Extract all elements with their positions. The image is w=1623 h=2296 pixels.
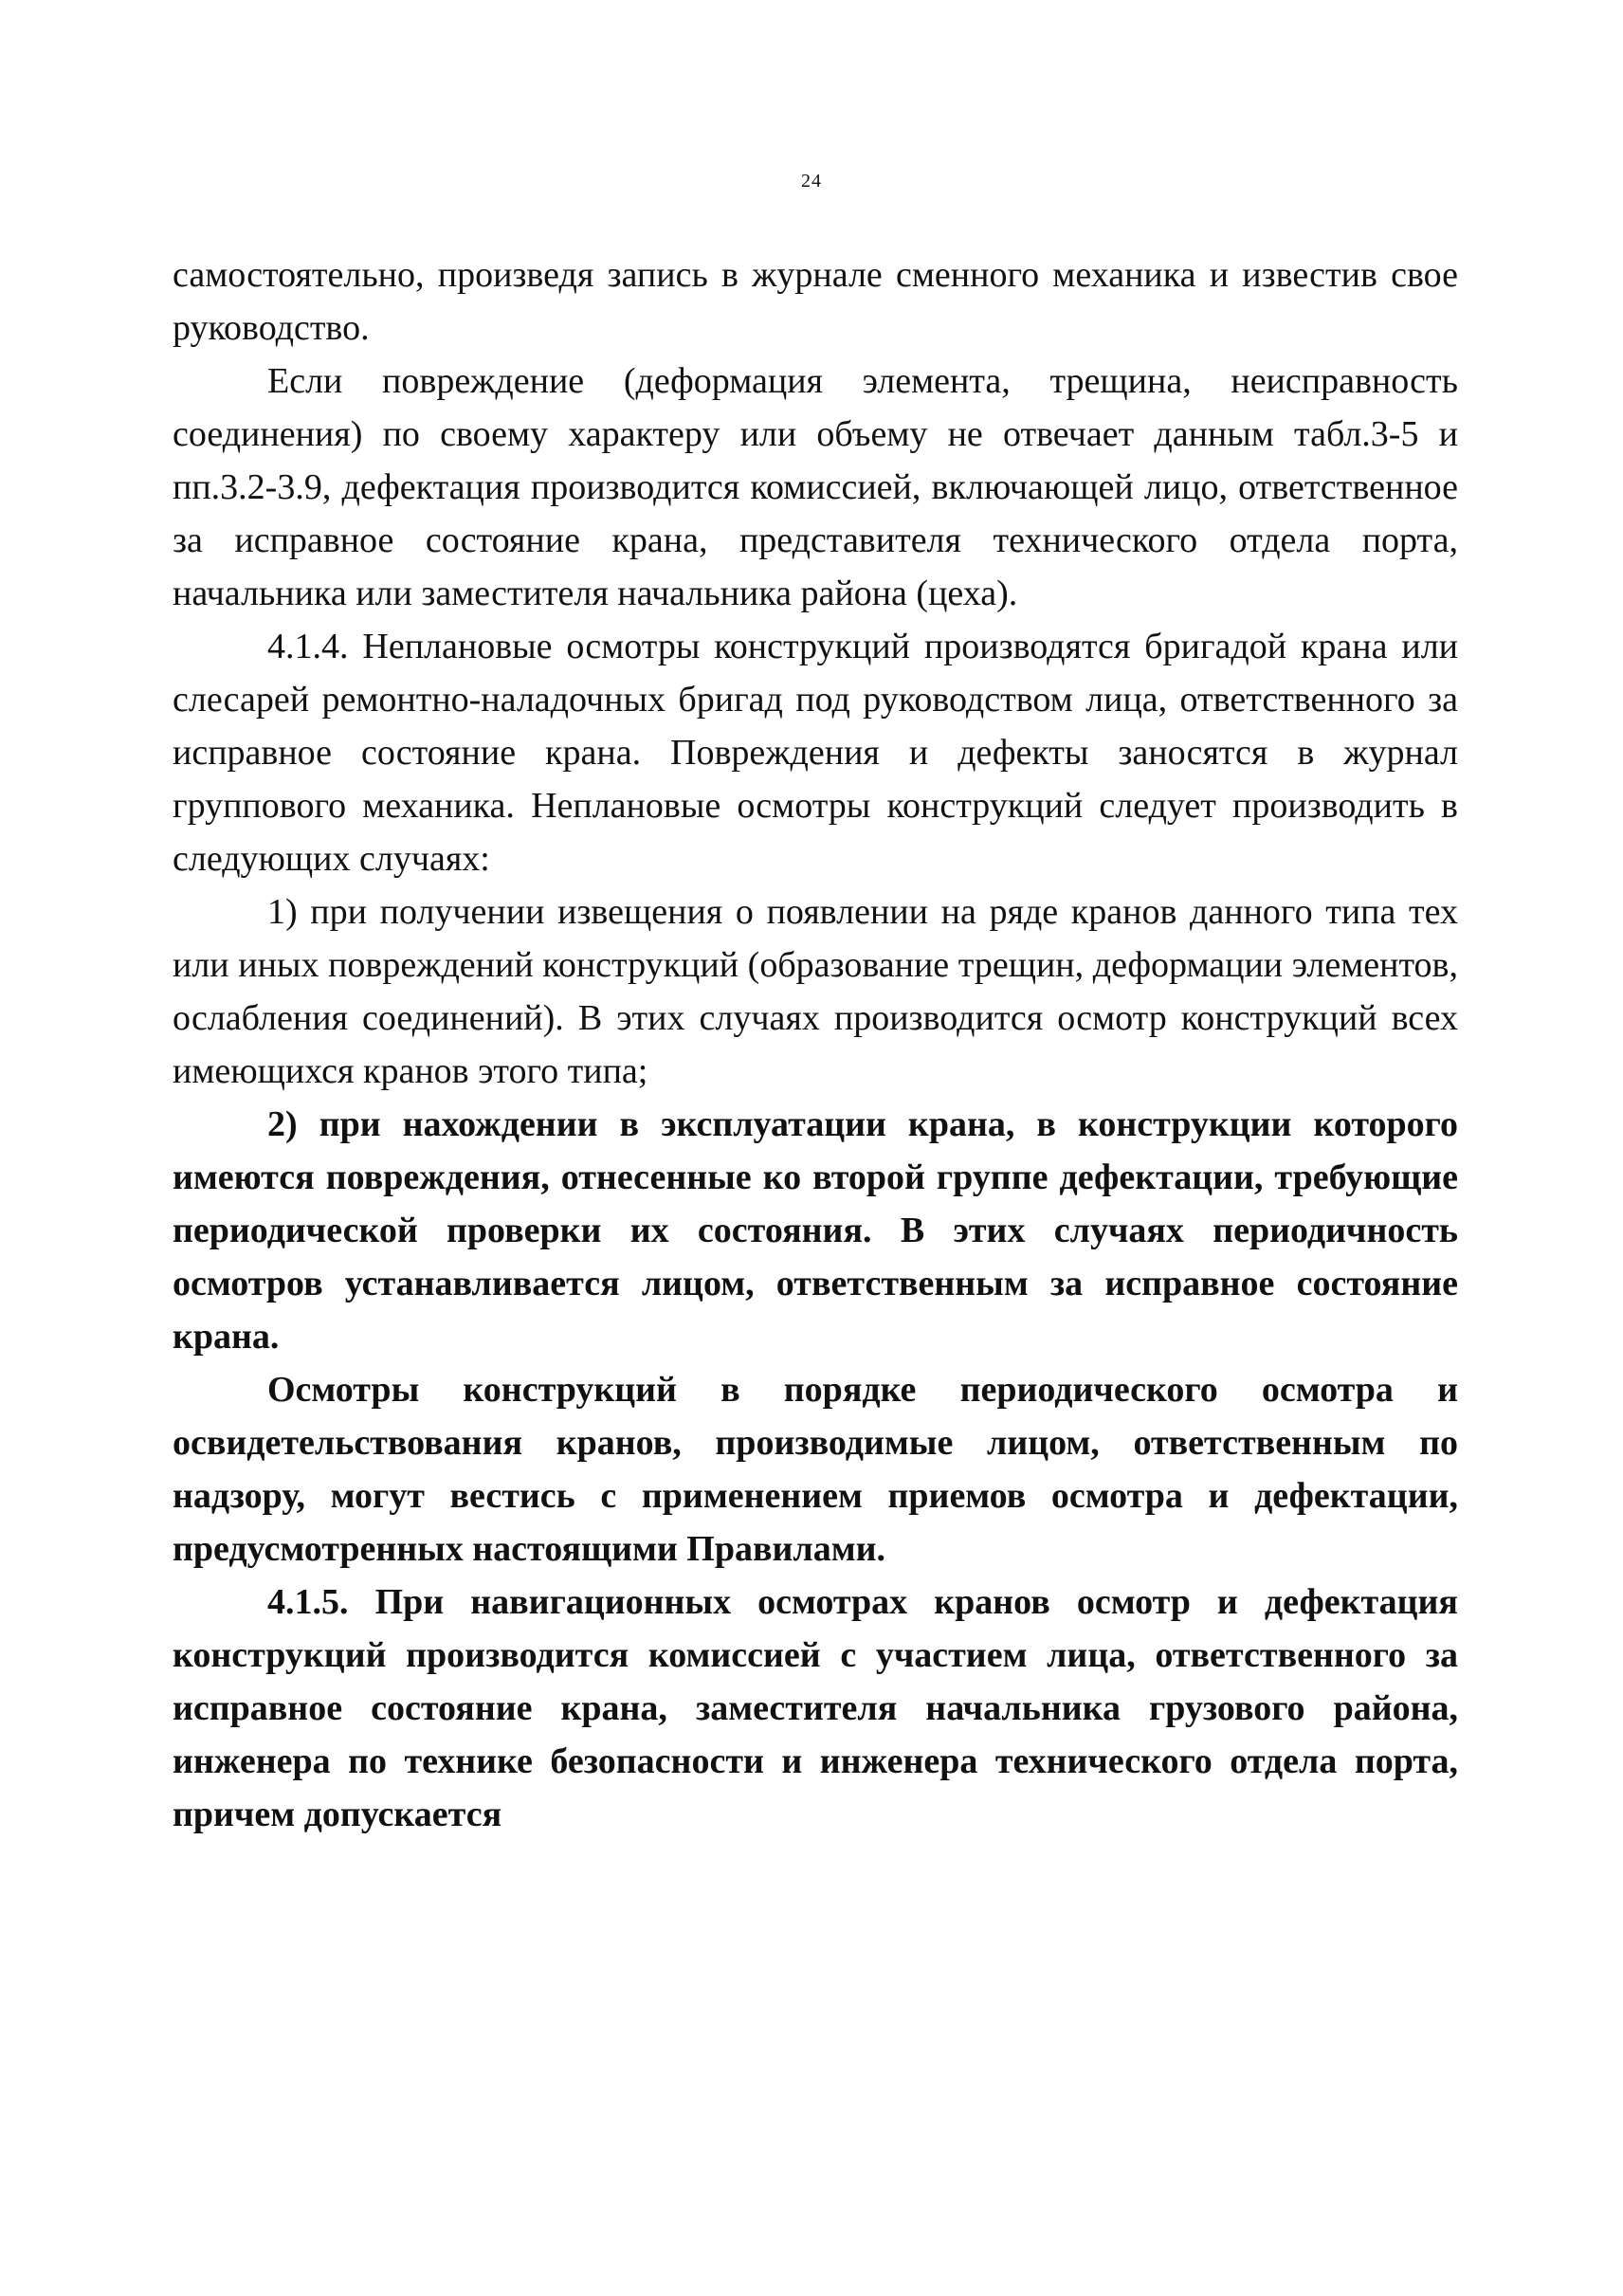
paragraph-damage-defectation: Если повреждение (деформация элемента, трещина, неисправность соединения) по своему характеру или объему не отвечает данным табл.3-5 и пп.3.2-3.9, дефектация производится комиссией, включающей лицо, ответственное за исправное состояние крана, представителя технического отдела порта, начальника или заместителя начальника района (цеха). bbox=[173, 361, 1458, 613]
paragraph-4-1-4: 4.1.4. Неплановые осмотры конструкций производятся бригадой крана или слесарей ремонтно-наладочных бригад под руководством лица, ответственного за исправное состояние крана. Повреждения и дефекты заносятся в журнал группового механика. Неплановые осмотры конструкций следует производить в следующих случаях: bbox=[173, 627, 1458, 879]
paragraph-case-1: 1) при получении извещения о появлении на ряде кранов данного типа тех или иных повреждений конструкций (образование трещин, деформации элементов, ослабления соединений). В этих случаях производится осмотр конструкций всех имеющихся кранов этого типа; bbox=[173, 892, 1458, 1091]
page-number: 24 bbox=[801, 171, 822, 191]
paragraph-periodic-inspection: Осмотры конструкций в порядке периодического осмотра и освидетельствования кранов, производимые лицом, ответственным по надзору, могут вестись с применением приемов осмотра и дефектации, предусмотренных настоящими Правилами. bbox=[173, 1370, 1458, 1569]
paragraph-continuation: самостоятельно, произведя запись в журнале сменного механика и известив свое руководство. bbox=[173, 255, 1458, 348]
document-body bbox=[173, 248, 1458, 1841]
paragraph-4-1-5: 4.1.5. При навигационных осмотрах кранов осмотр и дефектация конструкций производится комиссией с участием лица, ответственного за исправное состояние крана, заместителя начальника грузового района, инженера по технике безопасности и инженера технического отдела порта, причем допускается bbox=[173, 1582, 1458, 1834]
paragraph-case-2: 2) при нахождении в эксплуатации крана, в конструкции которого имеются повреждения, отнесенные ко второй группе дефектации, требующие периодической проверки их состояния. В этих случаях периодичность осмотров устанавливается лицом, ответственным за исправное состояние крана. bbox=[173, 1104, 1458, 1357]
